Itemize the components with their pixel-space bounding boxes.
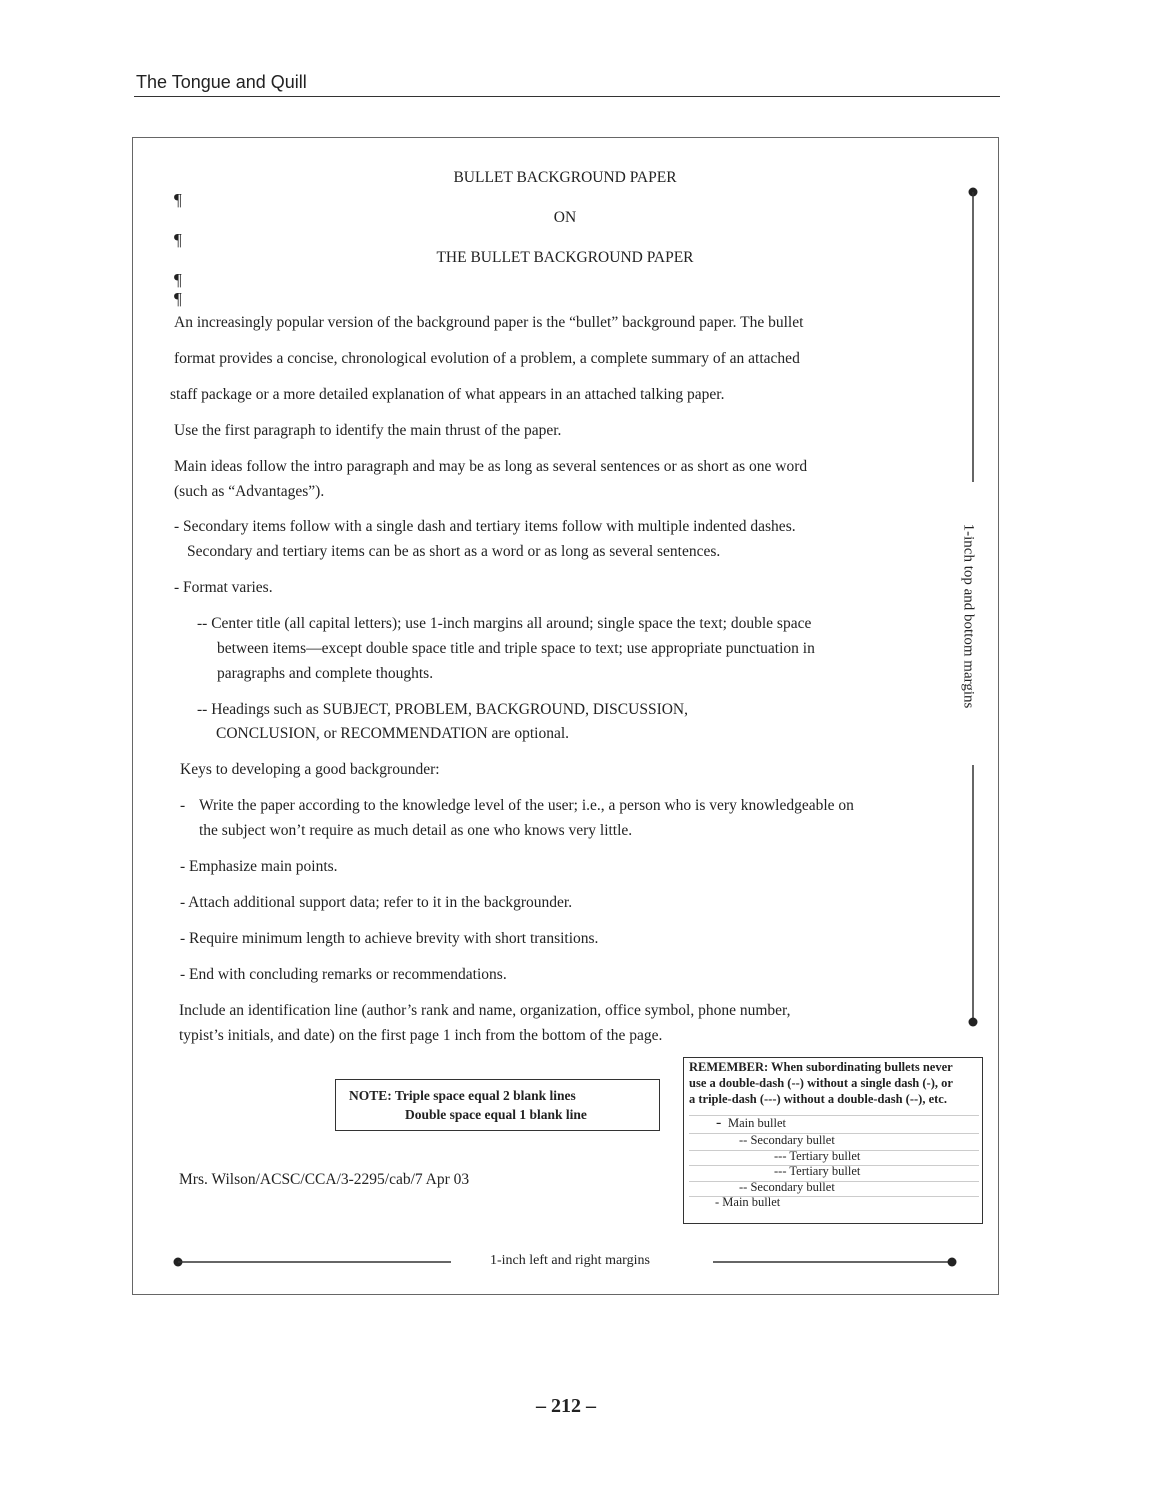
doc-title: BULLET BACKGROUND PAPER	[453, 169, 677, 186]
remember-heading-line: use a double-dash (--) without a single dash (-), or	[689, 1076, 953, 1090]
center-title-bullet-line: -- Center title (all capital letters); use 1-inch margins all around; single space the text; double space	[197, 615, 812, 632]
main-bullet-dash: -	[716, 1114, 722, 1131]
intro-line: format provides a concise, chronological evolution of a problem, a complete summary of an attached	[174, 350, 800, 367]
note-line: Double space equal 1 blank line	[405, 1107, 587, 1122]
thrust-paragraph: Use the first paragraph to identify the main thrust of the paper.	[174, 422, 562, 439]
center-title-bullet-line: between items—except double space title and triple space to text; use appropriate punctuation in	[217, 640, 815, 657]
ident-paragraph-line: Include an identification line (author’s rank and name, organization, office symbol, phone number,	[179, 1002, 791, 1019]
running-header: The Tongue and Quill	[136, 72, 307, 92]
keys-attach-bullet: - Attach additional support data; refer to it in the backgrounder.	[180, 894, 573, 911]
margin-endpoint-dot	[969, 1018, 978, 1027]
example-main-bullet: - Main bullet	[715, 1195, 781, 1209]
note-line: NOTE: Triple space equal 2 blank lines	[349, 1088, 576, 1103]
pilcrow-mark: ¶	[174, 289, 182, 308]
page-number: – 212 –	[536, 1395, 596, 1417]
keys-heading: Keys to developing a good backgrounder:	[180, 761, 440, 778]
doc-subtitle: THE BULLET BACKGROUND PAPER	[436, 249, 694, 266]
ident-paragraph-line: typist’s initials, and date) on the first page 1 inch from the bottom of the page.	[179, 1027, 663, 1044]
pilcrow-mark: ¶	[174, 190, 182, 209]
header-rule	[134, 96, 1000, 97]
example-secondary-bullet: -- Secondary bullet	[739, 1180, 835, 1194]
keys-emphasize-bullet: - Emphasize main points.	[180, 858, 338, 875]
doc-title-on: ON	[553, 209, 577, 226]
example-main-bullet: Main bullet	[728, 1116, 786, 1130]
remember-heading-line: REMEMBER: When subordinating bullets never	[689, 1060, 953, 1074]
keys-end-bullet: - End with concluding remarks or recommendations.	[180, 966, 507, 983]
pilcrow-mark: ¶	[174, 230, 182, 249]
note-box	[335, 1079, 660, 1131]
keys-write-line: Write the paper according to the knowledge level of the user; i.e., a person who is very knowledgeable on	[199, 797, 854, 814]
pilcrow-mark: ¶	[174, 270, 182, 289]
horizontal-margin-label: 1-inch left and right margins	[490, 1253, 650, 1268]
margin-endpoint-dot	[948, 1258, 957, 1267]
keys-require-bullet: - Require minimum length to achieve brevity with short transitions.	[180, 930, 599, 947]
secondary-bullet-line: Secondary and tertiary items can be as short as a word or as long as several sentences.	[187, 543, 721, 560]
remember-heading-line: a triple-dash (---) without a double-dash (--), etc.	[689, 1092, 947, 1106]
remember-box	[683, 1057, 983, 1224]
main-ideas-line: (such as “Advantages”).	[174, 483, 325, 500]
vertical-margin-label: 1-inch top and bottom margins	[960, 523, 977, 709]
identification-line: Mrs. Wilson/ACSC/CCA/3-2295/cab/7 Apr 03	[179, 1171, 470, 1188]
center-title-bullet-line: paragraphs and complete thoughts.	[217, 665, 434, 682]
keys-write-dash: -	[180, 797, 186, 814]
example-tertiary-bullet: --- Tertiary bullet	[774, 1149, 861, 1163]
keys-write-line: the subject won’t require as much detail as one who knows very little.	[199, 822, 633, 839]
intro-line: An increasingly popular version of the background paper is the “bullet” background paper. The bullet	[174, 314, 804, 331]
example-secondary-bullet: -- Secondary bullet	[739, 1133, 835, 1147]
headings-bullet-line: -- Headings such as SUBJECT, PROBLEM, BACKGROUND, DISCUSSION,	[197, 701, 688, 718]
headings-bullet-line: CONCLUSION, or RECOMMENDATION are optional.	[216, 725, 570, 742]
format-varies-bullet: - Format varies.	[174, 579, 273, 596]
example-tertiary-bullet: --- Tertiary bullet	[774, 1164, 861, 1178]
intro-line: staff package or a more detailed explanation of what appears in an attached talking paper.	[170, 386, 725, 403]
main-ideas-line: Main ideas follow the intro paragraph and may be as long as several sentences or as short as one word	[174, 458, 808, 475]
secondary-bullet-line: - Secondary items follow with a single dash and tertiary items follow with multiple indented dashes.	[174, 518, 796, 535]
